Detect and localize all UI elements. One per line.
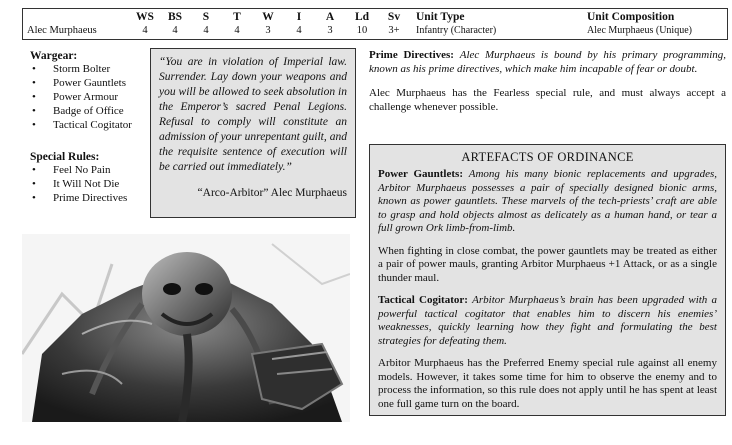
- artefacts-box: [369, 144, 726, 416]
- quote-box: [150, 48, 356, 218]
- stat-value-bs: 4: [172, 25, 178, 36]
- power-gauntlets-flavour: Power Gauntlets: Among his many bionic replacements and upgrades, Arbitor Murphaeus possesses a pair of specially designed bionic arms, known as power gauntlets. These marvels of the tech-priests’ craft are able to grasp and hold objects almost as delicately as a human hand, or tear a full grown Ork limb-from-limb.: [378, 168, 717, 234]
- stat-header-ws: WS: [136, 11, 154, 23]
- stat-value-t: 4: [234, 25, 240, 36]
- artefacts-title: ARTEFACTS OF ORDINANCE: [461, 150, 634, 164]
- stat-header-bs: BS: [167, 11, 183, 23]
- special-rules-title: Special Rules:: [30, 151, 100, 163]
- list-item: • Prime Directives: [32, 192, 128, 204]
- unit-name: Alec Murphaeus: [27, 25, 97, 36]
- wargear-section: [30, 50, 148, 132]
- stat-value-a: 3: [327, 25, 333, 36]
- prime-directives-rule: Alec Murphaeus has the Fearless special rule, and must always accept a challenge whenever possible.: [369, 87, 726, 113]
- bullet-icon: •: [32, 119, 36, 131]
- stat-table: [22, 8, 728, 40]
- prime-directives-label: Prime Directives:: [369, 49, 454, 61]
- stat-header-s: S: [202, 11, 210, 23]
- stat-header-i: I: [296, 11, 302, 23]
- quote-text: “You are in violation of Imperial law. Surrender. Lay down your weapons and you will be allowed to seek absolution in the Emperor’s sacred Penal Legions. Refusal to comply will constitute an admission of your unrepentant guilt, and the requisite sentence of execution will be carried out immediately.”: [159, 56, 347, 173]
- bullet-icon: •: [32, 178, 36, 190]
- stat-header-sv: Sv: [387, 11, 401, 23]
- list-item: • Power Armour: [32, 91, 119, 103]
- power-gauntlets-label: Power Gauntlets:: [378, 168, 463, 180]
- stat-value-ld: 10: [356, 25, 368, 36]
- list-item: • Badge of Office: [32, 105, 124, 117]
- list-item: • Power Gauntlets: [32, 77, 127, 89]
- bullet-icon: •: [32, 164, 36, 176]
- special-rules-list: [30, 163, 148, 205]
- stat-header-ld: Ld: [354, 11, 370, 23]
- wargear-title: Wargear:: [30, 50, 78, 62]
- stat-header-t: T: [233, 11, 241, 23]
- unit-composition-value: Alec Murphaeus (Unique): [587, 25, 692, 36]
- stat-value-s: 4: [203, 25, 209, 36]
- character-illustration: [22, 234, 350, 422]
- list-item: • Tactical Cogitator: [32, 119, 132, 131]
- bullet-icon: •: [32, 91, 36, 103]
- bullet-icon: •: [32, 192, 36, 204]
- stat-header-w: W: [262, 11, 274, 23]
- list-item: • Feel No Pain: [32, 164, 111, 176]
- list-item: • It Will Not Die: [32, 178, 120, 190]
- stat-value-w: 3: [265, 25, 271, 36]
- stat-value-i: 4: [296, 25, 302, 36]
- wargear-list: [30, 62, 148, 132]
- unit-type-value: Infantry (Character): [416, 25, 497, 36]
- tactical-cogitator-label: Tactical Cogitator:: [378, 294, 468, 306]
- special-rules-section: [30, 151, 148, 205]
- arco-arbitor-artwork: [22, 234, 350, 422]
- tactical-cogitator-rule: Arbitor Murphaeus has the Preferred Enemy special rule against all enemy models. However, it takes some time for him to observe the enemy and to process the information, so this rule does not apply until he has spent at least one full game turn on the board.: [378, 357, 717, 410]
- bullet-icon: •: [32, 77, 36, 89]
- bullet-icon: •: [32, 63, 36, 75]
- stat-value-sv: 3+: [388, 25, 400, 36]
- prime-directives-flavour: Prime Directives: Alec Murphaeus is bound by his primary programming, known as his prime directives, which make him incapable of fear or doubt.: [369, 49, 726, 75]
- stat-header-a: A: [325, 11, 335, 23]
- unit-composition-label: Unit Composition: [587, 11, 675, 23]
- bullet-icon: •: [32, 105, 36, 117]
- power-gauntlets-rule: When fighting in close combat, the power gauntlets may be treated as either a pair of power mauls, granting Arbitor Murphaeus +1 Attack, or as a single thunder maul.: [378, 244, 717, 284]
- quote-attribution: “Arco-Arbitor” Alec Murphaeus: [197, 187, 347, 199]
- tactical-cogitator-flavour: Tactical Cogitator: Arbitor Murphaeus’s brain has been upgraded with a powerful tactical cogitator that enables him to discern his enemies’ weaknesses, quickly learning how they fight and formulating the best strategies for defeating them.: [378, 294, 717, 347]
- prime-directives-section: [369, 49, 726, 114]
- stat-value-ws: 4: [142, 25, 148, 36]
- list-item: • Storm Bolter: [32, 63, 111, 75]
- unit-type-label: Unit Type: [416, 11, 465, 23]
